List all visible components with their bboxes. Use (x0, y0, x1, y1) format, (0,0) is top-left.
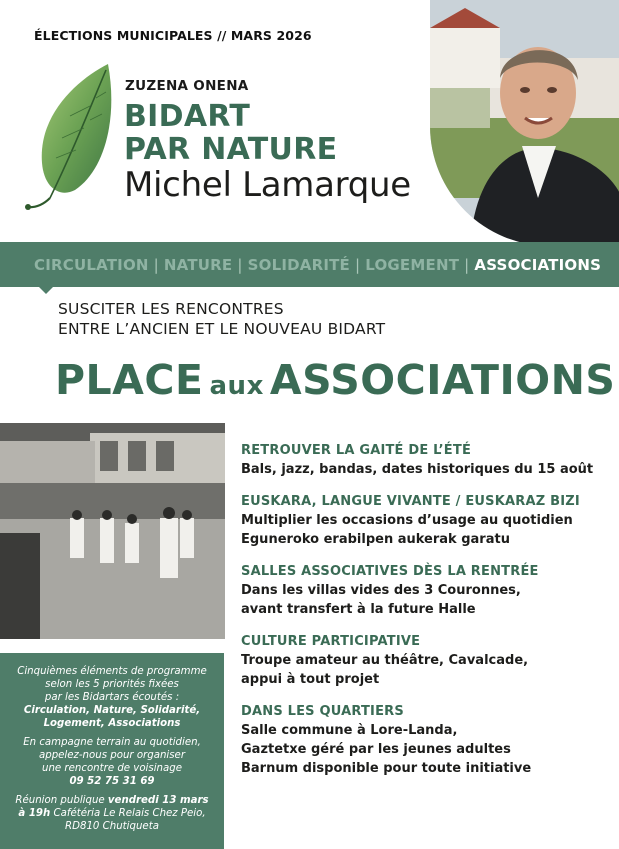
info-priorities: Logement, Associations (43, 718, 181, 729)
program-item-title: CULTURE PARTICIPATIVE (241, 634, 421, 649)
program-item-line: Bals, jazz, bandas, dates historiques du 15 août (241, 462, 594, 477)
program-item-line: Dans les villas vides des 3 Couronnes, (241, 583, 521, 598)
program-item-line: Troupe amateur au théâtre, Cavalcade, (241, 653, 529, 668)
program-list (241, 442, 611, 792)
meeting-line (0, 794, 224, 807)
info-line: Cinquièmes éléments de programme (17, 666, 207, 677)
program-item-title: EUSKARA, LANGUE VIVANTE / EUSKARAZ BIZI (241, 494, 580, 509)
candidate-portrait (430, 0, 619, 246)
phone-number[interactable]: 09 52 75 31 69 (69, 776, 155, 787)
election-label: ÉLECTIONS MUNICIPALES // MARS 2026 (34, 28, 312, 43)
slogan-line-2: PAR NATURE (124, 132, 338, 167)
program-item (241, 442, 611, 479)
program-item-line: avant transfert à la future Halle (241, 602, 476, 617)
list-name: ZUZENA ONENA (125, 78, 249, 94)
headline-part-2: aux (209, 371, 264, 401)
subtitle (58, 299, 385, 339)
program-item-line: Gaztetxe géré par les jeunes adultes (241, 742, 511, 757)
meeting-line (0, 807, 224, 820)
info-line: selon les 5 priorités fixées (45, 679, 179, 690)
info-line: En campagne terrain au quotidien, (23, 737, 201, 748)
program-item (241, 703, 611, 778)
meeting-venue: Cafétéria Le Relais Chez Peio, (50, 808, 206, 819)
info-priorities: Circulation, Nature, Solidarité, (23, 705, 201, 716)
theme-separator: | (464, 256, 470, 274)
program-item-line: Salle commune à Lore-Landa, (241, 723, 458, 738)
program-item-title: RETROUVER LA GAITÉ DE L’ÉTÉ (241, 443, 472, 458)
headline-part-1: PLACE (55, 356, 204, 404)
theme-nature: NATURE (163, 256, 233, 274)
theme-list (34, 256, 601, 274)
program-item-line: Multiplier les occasions d’usage au quotidien (241, 513, 573, 528)
program-item-line: Barnum disponible pour toute initiative (241, 761, 532, 776)
meeting-address: RD810 Chutiqueta (65, 821, 159, 832)
headline (55, 356, 615, 404)
info-line: une rencontre de voisinage (42, 763, 182, 774)
theme-circulation: CIRCULATION (34, 256, 149, 274)
program-item-line: appui à tout projet (241, 672, 380, 687)
program-item (241, 633, 611, 689)
info-box (0, 653, 224, 849)
theme-solidarite: SOLIDARITÉ (247, 256, 350, 274)
subtitle-line-2: ENTRE L’ANCIEN ET LE NOUVEAU BIDART (58, 320, 386, 338)
program-item-line: Eguneroko erabilpen aukerak garatu (241, 532, 510, 547)
meeting-time: à 19h (18, 808, 51, 819)
theme-logement: LOGEMENT (365, 256, 460, 274)
slogan (124, 100, 337, 166)
band-pointer (38, 286, 54, 294)
program-item-title: SALLES ASSOCIATIVES DÈS LA RENTRÉE (241, 564, 539, 579)
leaf-illustration (20, 58, 120, 218)
program-item (241, 563, 611, 619)
slogan-line-1: BIDART (124, 99, 251, 134)
subtitle-line-1: SUSCITER LES RENCONTRES (58, 300, 284, 318)
info-line: appelez-nous pour organiser (38, 750, 186, 761)
program-item-title: DANS LES QUARTIERS (241, 704, 404, 719)
theme-separator: | (237, 256, 243, 274)
theme-associations: ASSOCIATIONS (474, 256, 602, 274)
meeting-label: Réunion publique (15, 795, 108, 806)
meeting-date: vendredi 13 mars (107, 795, 209, 806)
headline-part-3: ASSOCIATIONS (269, 356, 616, 404)
theme-separator: | (153, 256, 159, 274)
historic-dance-photo (0, 423, 225, 639)
theme-separator: | (354, 256, 361, 274)
program-item (241, 493, 611, 549)
candidate-name: Michel Lamarque (124, 165, 411, 205)
info-line: par les Bidartars écoutés : (44, 692, 180, 703)
